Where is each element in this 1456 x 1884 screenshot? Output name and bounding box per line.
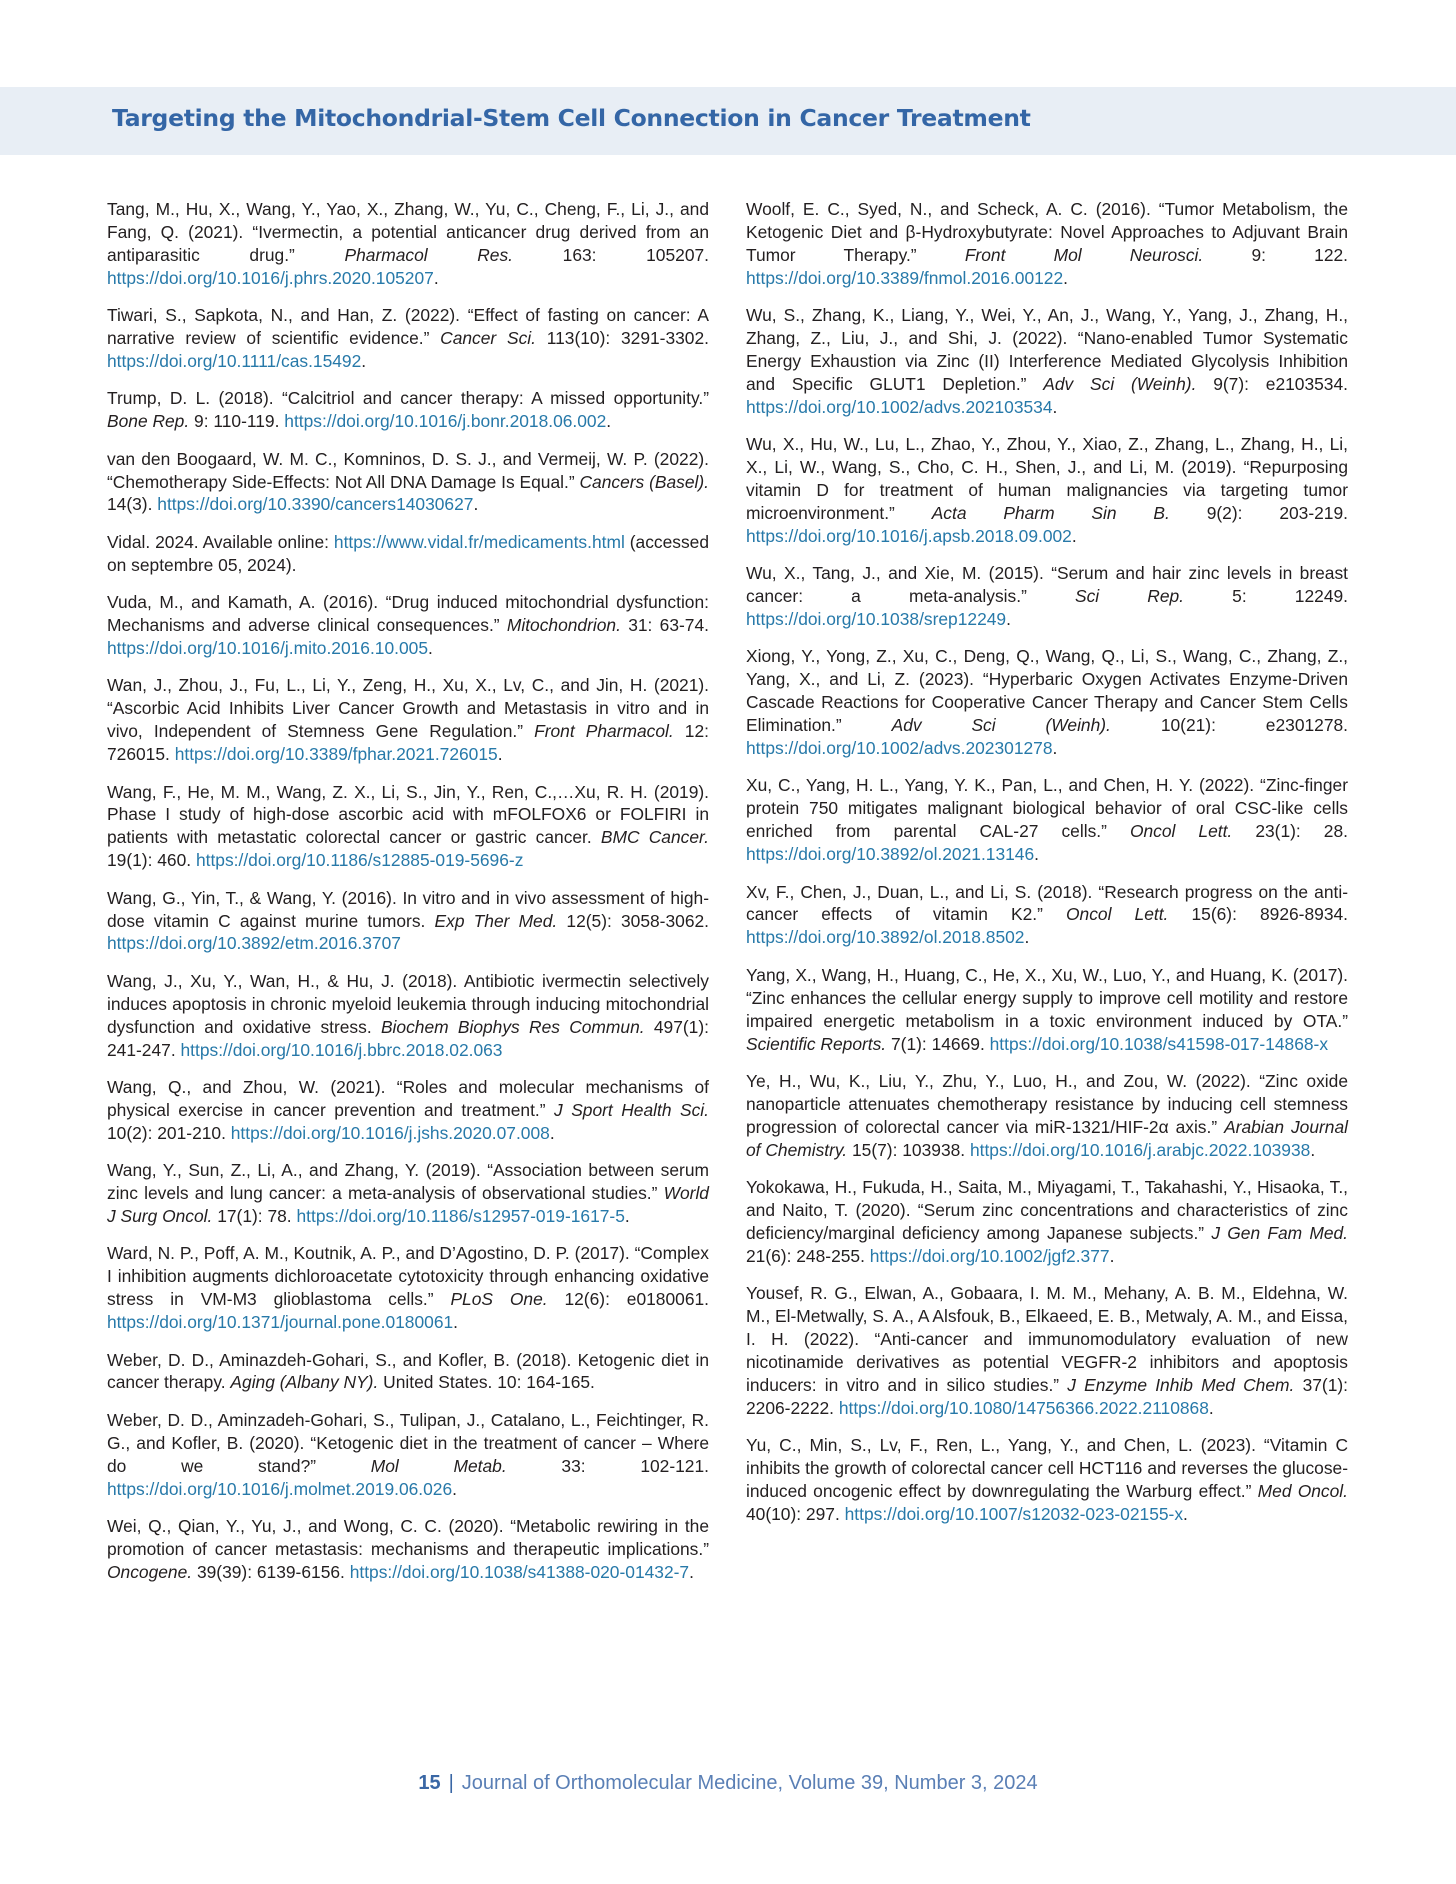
page-footer xyxy=(0,1772,1456,1795)
reference-citation: 15(6): 8926-8934. xyxy=(1191,904,1348,925)
doi-link[interactable]: https://doi.org/10.1016/j.mito.2016.10.005 xyxy=(107,638,428,658)
reference-entry xyxy=(107,1076,709,1145)
reference-citation: 12(5): 3058-3062. xyxy=(566,910,709,931)
reference-text: van den Boogaard, W. M. C., Komninos, D. S. J., and Vermeij, W. P. (2022). “Chemotherapy Side-Effects: Not All DNA Damage Is Equal.” xyxy=(107,448,709,492)
reference-journal: Oncol Lett. xyxy=(1066,904,1169,925)
doi-link[interactable]: https://doi.org/10.1016/j.phrs.2020.105207 xyxy=(107,267,434,288)
reference-citation: 9(7): e2103534. xyxy=(1213,373,1348,394)
doi-link[interactable]: https://doi.org/10.1038/srep12249 xyxy=(746,609,1007,629)
reference-journal: Med Oncol. xyxy=(1257,1480,1348,1501)
reference-entry xyxy=(107,970,709,1062)
reference-journal: Bone Rep. xyxy=(107,411,190,432)
reference-journal: Biochem Biophys Res Commun. xyxy=(380,1016,645,1037)
reference-journal: Sci Rep. xyxy=(1075,586,1185,607)
doi-link[interactable]: https://doi.org/10.1002/jgf2.377 xyxy=(869,1245,1110,1266)
reference-text: Wu, X., Hu, W., Lu, L., Zhao, Y., Zhou, Y., Xiao, Z., Zhang, L., Zhang, H., Li, X., Li, W., Wang, S., Cho, C. H., Shen, J., and Li, M. (2019). “Repurposing vitamin D for treatment of human malignancies via targeting tumor microenvironment.” xyxy=(746,434,1348,523)
reference-entry xyxy=(746,198,1348,290)
reference-journal: Cancer Sci. xyxy=(440,328,536,349)
reference-tail: (accessed on septembre 05, 2024). xyxy=(107,531,709,575)
reference-citation: 9(2): 203-219. xyxy=(1206,502,1348,523)
doi-link[interactable]: https://doi.org/10.1080/14756366.2022.2110868 xyxy=(838,1397,1209,1418)
reference-journal: Scientific Reports. xyxy=(746,1033,887,1054)
reference-citation: 10(21): e2301278. xyxy=(1160,715,1349,736)
reference-journal: Adv Sci (Weinh). xyxy=(1043,373,1197,394)
reference-text: Wang, J., Xu, Y., Wan, H., & Hu, J. (2018). Antibiotic ivermectin selectively induces apoptosis in chronic myeloid leukemia through inducing mitochondrial dysfunction and oxidative stress. xyxy=(107,970,709,1037)
reference-entry xyxy=(107,674,709,766)
reference-journal: Front Pharmacol. xyxy=(534,721,674,742)
reference-text: Wang, Q., and Zhou, W. (2021). “Roles and molecular mechanisms of physical exercise in cancer prevention and treatment.” xyxy=(107,1077,709,1120)
doi-link[interactable]: https://doi.org/10.1007/s12032-023-02155-x xyxy=(844,1503,1184,1524)
reference-entry xyxy=(107,1515,709,1584)
reference-journal: Oncogene. xyxy=(107,1561,193,1582)
reference-entry xyxy=(107,448,709,517)
reference-entry xyxy=(107,1349,709,1395)
reference-entry xyxy=(107,387,709,433)
reference-citation: 9: 122. xyxy=(1251,244,1349,265)
reference-entry xyxy=(746,1434,1348,1526)
reference-citation: 31: 63-74. xyxy=(628,615,709,636)
reference-journal: Exp Ther Med. xyxy=(434,910,558,931)
reference-tail: . xyxy=(1034,844,1039,865)
doi-link[interactable]: https://doi.org/10.1186/s12885-019-5696-z xyxy=(195,850,524,871)
reference-journal: Front Mol Neurosci. xyxy=(964,244,1204,265)
reference-journal: J Sport Health Sci. xyxy=(554,1099,709,1120)
reference-journal: Adv Sci (Weinh). xyxy=(891,715,1111,736)
reference-entry xyxy=(107,531,709,577)
reference-text: Wu, S., Zhang, K., Liang, Y., Wei, Y., An, J., Wang, Y., Yang, J., Zhang, H., Zhang, Z., Liu, J., and Shi, J. (2022). “Nano-enabled Tumor Systematic Energy Exhaustion via Zinc (II) Interference Mediated Glycolysis Inhibition and Specific GLUT1 Depletion.” xyxy=(746,305,1348,394)
doi-link[interactable]: https://doi.org/10.3389/fphar.2021.726015 xyxy=(174,744,498,765)
reference-entry xyxy=(107,198,709,290)
doi-link[interactable]: https://doi.org/10.1016/j.molmet.2019.06.026 xyxy=(107,1478,453,1499)
reference-text: Wu, X., Tang, J., and Xie, M. (2015). “Serum and hair zinc levels in breast cancer: a meta-analysis.” xyxy=(746,563,1348,607)
reference-text: Vidal. 2024. Available online: xyxy=(107,531,329,552)
reference-text: Yang, X., Wang, H., Huang, C., He, X., Xu, W., Luo, Y., and Huang, K. (2017). “Zinc enhances the cellular energy supply to improve cell motility and restore impaired energetic metabolism in a toxic environment induced by OTA.” xyxy=(746,964,1348,1031)
reference-text: Tiwari, S., Sapkota, N., and Han, Z. (2022). “Effect of fasting on cancer: A narrative review of scientific evidence.” xyxy=(107,305,709,349)
reference-entry xyxy=(107,1409,709,1501)
reference-journal: Arabian Journal of Chemistry. xyxy=(746,1116,1348,1160)
reference-text: Wei, Q., Qian, Y., Yu, J., and Wong, C. C. (2020). “Metabolic rewiring in the promotion of cancer metastasis: mechanisms and therapeutic implications.” xyxy=(107,1516,709,1559)
reference-tail: . xyxy=(624,1206,630,1227)
reference-text: Woolf, E. C., Syed, N., and Scheck, A. C. (2016). “Tumor Metabolism, the Ketogenic Diet and β-Hydroxybutyrate: Novel Approaches to Adjuvant Brain Tumor Therapy.” xyxy=(746,199,1348,265)
reference-citation: 5: 12249. xyxy=(1232,586,1348,607)
reference-citation: 33: 102-121. xyxy=(561,1455,709,1476)
reference-text: Yu, C., Min, S., Lv, F., Ren, L., Yang, Y., and Chen, L. (2023). “Vitamin C inhibits the growth of colorectal cancer cell HCT116 and reverses the glucose-induced oncogenic effect by downregulating the Warburg effect.” xyxy=(746,1435,1348,1501)
reference-journal: World J Surg Oncol. xyxy=(107,1183,709,1227)
reference-text: Wang, F., He, M. M., Wang, Z. X., Li, S., Jin, Y., Ren, C.,…Xu, R. H. (2019). Phase I study of high-dose ascorbic acid with mFOLFOX6 or FOLFIRI in patients with metastatic colorectal cancer or gastric cancer. xyxy=(107,781,709,848)
references-left-column xyxy=(107,198,709,1598)
reference-tail: . xyxy=(1208,1397,1214,1418)
reference-tail: . xyxy=(452,1478,457,1499)
reference-text: Trump, D. L. (2018). “Calcitriol and cancer therapy: A missed opportunity.” xyxy=(107,388,709,409)
doi-link[interactable]: https://doi.org/10.3892/ol.2018.8502 xyxy=(746,927,1025,948)
reference-text: Yousef, R. G., Elwan, A., Gobaara, I. M. M., Mehany, A. B. M., Eldehna, W. M., El-Metwally, S. A., A Alsfouk, B., Elkaeed, E. B., Metwaly, A. M., and Eissa, I. H. (2022). “Anti-cancer and immunomodulatory evaluation of new nicotinamide derivatives as potential VEGFR-2 inhibitors and apoptosis inducers: in vitro and in silico studies.” xyxy=(746,1283,1348,1395)
reference-entry xyxy=(746,645,1348,760)
doi-link[interactable]: https://www.vidal.fr/medicaments.html xyxy=(333,531,625,552)
reference-tail: . xyxy=(1052,738,1058,759)
doi-link[interactable]: https://doi.org/10.3390/cancers14030627 xyxy=(157,494,474,515)
doi-link[interactable]: https://doi.org/10.1111/cas.15492 xyxy=(107,350,362,371)
doi-link[interactable]: https://doi.org/10.3389/fnmol.2016.00122 xyxy=(746,267,1064,288)
reference-journal: Mol Metab. xyxy=(370,1455,507,1476)
reference-entry xyxy=(107,591,709,660)
reference-journal: Acta Pharm Sin B. xyxy=(931,502,1170,523)
reference-tail: . xyxy=(1052,396,1058,417)
reference-text: Weber, D. D., Aminzadeh-Gohari, S., Tulipan, J., Catalano, L., Feichtinger, R. G., and Kofler, B. (2020). “Ketogenic diet in the treatment of cancer – Where do we stand?” xyxy=(107,1409,709,1476)
doi-link[interactable]: https://doi.org/10.1016/j.bbrc.2018.02.063 xyxy=(180,1039,503,1060)
reference-text: Wan, J., Zhou, J., Fu, L., Li, Y., Zeng, H., Xu, X., Lv, C., and Jin, H. (2021). “Ascorbic Acid Inhibits Liver Cancer Growth and Metastasis in vitro and in vivo, Independent of Stemness Gene Regulation.” xyxy=(107,675,709,742)
reference-text: Ye, H., Wu, K., Liu, Y., Zhu, Y., Luo, H., and Zou, W. (2022). “Zinc oxide nanoparticle attenuates chemotherapy resistance by inducing cell stemness progression of colorectal cancer via miR-1321/HIF-2α axis.” xyxy=(746,1070,1348,1137)
doi-link[interactable]: https://doi.org/10.1016/j.apsb.2018.09.002 xyxy=(746,525,1072,546)
reference-citation: 9: 110-119. xyxy=(194,411,280,432)
reference-entry xyxy=(107,304,709,373)
reference-text: Vuda, M., and Kamath, A. (2016). “Drug induced mitochondrial dysfunction: Mechanisms and adverse clinical consequences.” xyxy=(107,592,709,636)
reference-entry xyxy=(107,1242,709,1334)
reference-entry xyxy=(746,304,1348,419)
reference-journal: Mitochondrion. xyxy=(506,615,621,636)
reference-entry xyxy=(746,562,1348,631)
reference-citation: 40(10): 297. xyxy=(746,1503,840,1524)
reference-tail: . xyxy=(1183,1503,1188,1524)
reference-text: Weber, D. D., Aminazdeh-Gohari, S., and Kofler, B. (2018). Ketogenic diet in cancer therapy. xyxy=(107,1349,709,1393)
reference-text: Xu, C., Yang, H. L., Yang, Y. K., Pan, L., and Chen, H. Y. (2022). “Zinc-finger protein 750 mitigates malignant biological behavior of oral CSC-like cells enriched from parental CAL-27 cells.” xyxy=(746,775,1348,842)
reference-entry xyxy=(746,774,1348,866)
reference-tail: . xyxy=(689,1561,694,1582)
reference-tail: . xyxy=(1109,1245,1115,1266)
reference-citation: 17(1): 78. xyxy=(217,1206,292,1227)
reference-journal: Aging (Albany NY). xyxy=(230,1372,379,1393)
reference-text: Yokokawa, H., Fukuda, H., Saita, M., Miyagami, T., Takahashi, Y., Hisaoka, T., and Naito, T. (2020). “Serum zinc concentrations and characteristics of zinc deficiency/marginal deficiency among Japanese subjects.” xyxy=(746,1177,1348,1243)
reference-citation: 14(3). xyxy=(107,494,153,515)
reference-tail: . xyxy=(428,638,433,658)
reference-tail: . xyxy=(361,350,367,371)
reference-text: Xiong, Y., Yong, Z., Xu, C., Deng, Q., Wang, Q., Li, S., Wang, C., Zhang, Z., Yang, X., and Li, Z. (2023). “Hyperbaric Oxygen Activates Enzyme-Driven Cascade Reactions for Cooperative Cancer Therapy and Cancer Stem Cells Elimination.” xyxy=(746,646,1348,736)
reference-tail: . xyxy=(1063,267,1068,288)
reference-entry xyxy=(746,1176,1348,1268)
reference-citation: 15(7): 103938. xyxy=(852,1139,966,1160)
reference-citation: United States. 10: 164-165. xyxy=(383,1372,595,1393)
reference-citation: 497(1): 241-247. xyxy=(107,1016,709,1060)
reference-citation: 12: 726015. xyxy=(107,721,709,765)
reference-journal: J Gen Fam Med. xyxy=(1211,1222,1348,1243)
reference-entry xyxy=(107,1159,709,1228)
reference-text: Ward, N. P., Poff, A. M., Koutnik, A. P., and D’Agostino, D. P. (2017). “Complex I inhibition augments dichloroacetate cytotoxicity through enhancing oxidative stress in VM-M3 glioblastoma cells.” xyxy=(107,1243,709,1310)
doi-link[interactable]: https://doi.org/10.1016/j.jshs.2020.07.008 xyxy=(230,1122,550,1143)
reference-journal: BMC Cancer. xyxy=(600,827,709,848)
doi-link[interactable]: https://doi.org/10.1016/j.bonr.2018.06.002 xyxy=(284,411,607,432)
reference-citation: 10(2): 201-210. xyxy=(107,1122,226,1143)
doi-link[interactable]: https://doi.org/10.1038/s41598-017-14868-x xyxy=(989,1033,1329,1054)
reference-text: Wang, Y., Sun, Z., Li, A., and Zhang, Y. (2019). “Association between serum zinc levels and lung cancer: a meta-analysis of observational studies.” xyxy=(107,1160,709,1204)
reference-citation: 21(6): 248-255. xyxy=(746,1245,865,1266)
references-right-column xyxy=(746,198,1348,1540)
reference-citation: 163: 105207. xyxy=(562,244,709,265)
reference-journal: J Enzyme Inhib Med Chem. xyxy=(1067,1374,1295,1395)
reference-journal: Pharmacol Res. xyxy=(344,244,514,265)
reference-entry xyxy=(107,781,709,873)
doi-link[interactable]: https://doi.org/10.1002/advs.202103534 xyxy=(746,396,1053,417)
reference-journal: PLoS One. xyxy=(450,1289,548,1310)
reference-entry xyxy=(746,964,1348,1056)
journal-info: Journal of Orthomolecular Medicine, Volume 39, Number 3, 2024 xyxy=(461,1772,1038,1794)
reference-entry xyxy=(746,433,1348,548)
doi-link[interactable]: https://doi.org/10.1186/s12957-019-1617-5 xyxy=(296,1206,625,1227)
reference-citation: 7(1): 14669. xyxy=(891,1033,985,1054)
reference-citation: 113(10): 3291-3302. xyxy=(546,328,709,349)
reference-text: Tang, M., Hu, X., Wang, Y., Yao, X., Zhang, W., Yu, C., Cheng, F., Li, J., and Fang, Q. (2021). “Ivermectin, a potential anticancer drug derived from an antiparasitic drug.” xyxy=(107,199,709,265)
reference-tail: . xyxy=(473,494,479,515)
reference-entry xyxy=(746,1070,1348,1162)
reference-citation: 19(1): 460. xyxy=(107,850,192,871)
reference-text: Wang, G., Yin, T., & Wang, Y. (2016). In vitro and in vivo assessment of high-dose vitamin C against murine tumors. xyxy=(107,887,709,931)
reference-tail: . xyxy=(1310,1139,1316,1160)
reference-tail: . xyxy=(1024,927,1030,948)
reference-citation: 23(1): 28. xyxy=(1255,821,1348,842)
reference-entry xyxy=(746,1282,1348,1419)
reference-text: Xv, F., Chen, J., Duan, L., and Li, S. (2018). “Research progress on the anti-cancer effects of vitamin K2.” xyxy=(746,881,1348,925)
reference-citation: 12(6): e0180061. xyxy=(564,1289,709,1310)
reference-journal: Cancers (Basel). xyxy=(579,471,709,492)
reference-entry xyxy=(107,887,709,956)
doi-link[interactable]: https://doi.org/10.1038/s41388-020-01432-7 xyxy=(349,1561,690,1582)
doi-link[interactable]: https://doi.org/10.3892/ol.2021.13146 xyxy=(746,844,1035,865)
running-title: Targeting the Mitochondrial-Stem Cell Connection in Cancer Treatment xyxy=(112,104,1031,132)
reference-tail: . xyxy=(606,411,612,432)
reference-tail: . xyxy=(549,1122,555,1143)
reference-citation: 37(1): 2206-2222. xyxy=(746,1374,1348,1418)
doi-link[interactable]: https://doi.org/10.1002/advs.202301278 xyxy=(746,738,1053,759)
reference-tail: . xyxy=(433,267,439,288)
doi-link[interactable]: https://doi.org/10.3892/etm.2016.3707 xyxy=(107,933,401,954)
footer-separator: | xyxy=(448,1772,454,1794)
reference-tail: . xyxy=(1071,525,1077,546)
reference-journal: Oncol Lett. xyxy=(1129,821,1233,842)
reference-tail: . xyxy=(453,1312,459,1333)
page-number: 15 xyxy=(418,1772,441,1794)
reference-entry xyxy=(746,881,1348,950)
doi-link[interactable]: https://doi.org/10.1371/journal.pone.0180061 xyxy=(107,1312,454,1333)
reference-tail: . xyxy=(497,744,503,765)
reference-citation: 39(39): 6139-6156. xyxy=(196,1561,345,1582)
doi-link[interactable]: https://doi.org/10.1016/j.arabjc.2022.103938 xyxy=(969,1139,1311,1160)
reference-tail: . xyxy=(1006,609,1011,629)
